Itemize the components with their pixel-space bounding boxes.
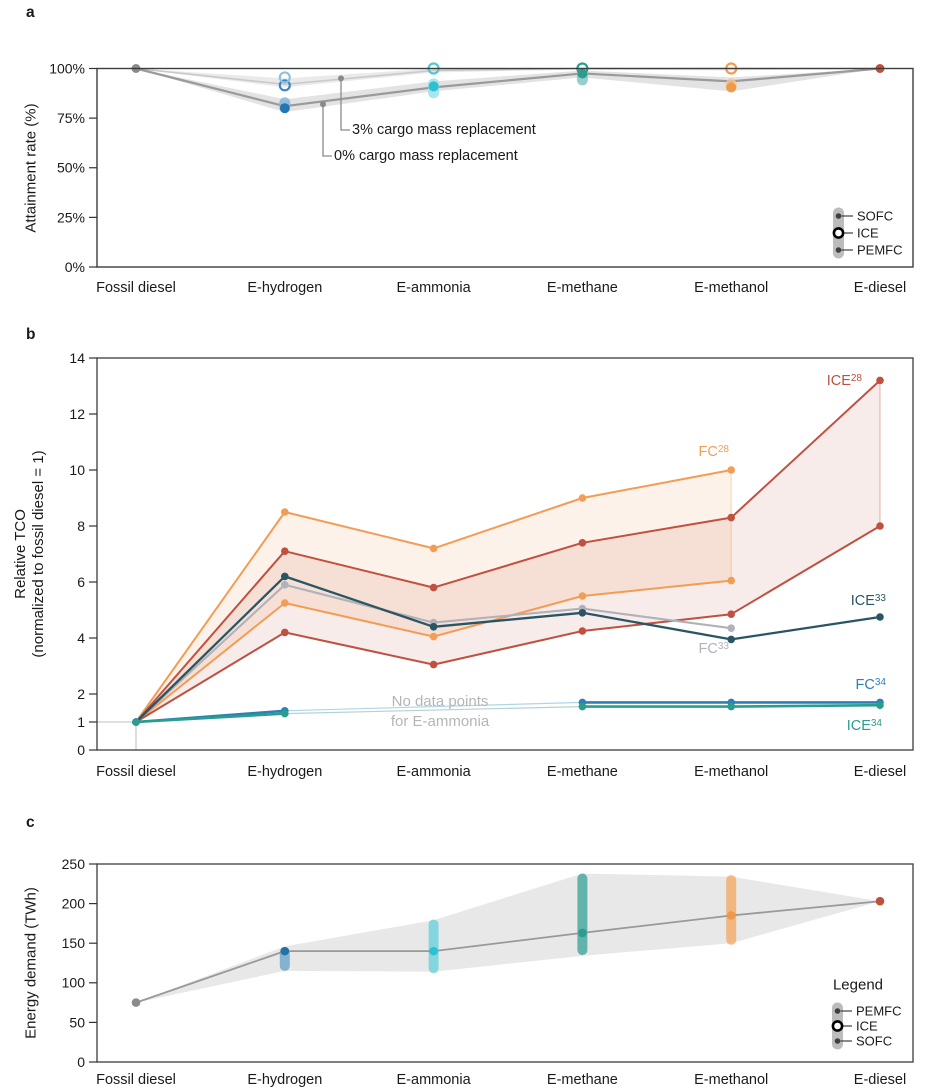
panel-c-data-point: [876, 897, 885, 906]
panel-b-y-tick-label: 6: [77, 573, 85, 590]
panel-a-y-tick-label: 50%: [56, 159, 85, 176]
panel-b-series-ice33-point: [876, 613, 884, 621]
panel-b-y-axis-title: [12, 450, 48, 657]
panel-b-series-ice33-point: [281, 573, 289, 581]
panel-b-y-axis-title-line1: Relative TCO: [12, 509, 29, 599]
panel-b-series-ice34-line: [136, 714, 285, 722]
legend-pemfc-dot-icon: [835, 1008, 841, 1014]
panel-b-y-tick-label: 8: [77, 517, 85, 534]
panel-b-series-ice34-point: [727, 703, 735, 711]
panel-b-series-fc28-lower-point: [579, 592, 587, 600]
panel-a-y-tick-label: 100%: [49, 60, 85, 77]
panel-c-envelope-band: [136, 874, 880, 1003]
panel-c-y-tick-label: 150: [61, 935, 85, 952]
panel-c-y-tick-label: 50: [69, 1014, 85, 1031]
panel-c-data-point: [281, 947, 290, 956]
series-label-ice28-base: ICE: [826, 373, 851, 389]
series-label-fc34-base: FC: [855, 677, 875, 693]
panel-c-y-tick-label: 100: [61, 974, 85, 991]
panel-c-y-tick-label: 250: [61, 855, 85, 872]
panel-b-series-fc33-point: [727, 624, 735, 632]
panel-c-y-tick-label: 0: [77, 1053, 85, 1070]
panel-c-x-category-label: E-hydrogen: [247, 1072, 323, 1089]
series-label-fc28-sup: 28: [717, 444, 729, 455]
panel-a-scatter-dot: [429, 81, 439, 91]
panel-b-series-fc28-upper-point: [281, 508, 289, 516]
panel-b-series-fc33-point: [281, 581, 289, 589]
annotation-0pct-cargo: 0% cargo mass replacement: [334, 148, 518, 164]
panel-c-plot: [132, 874, 902, 1050]
legend-ice-ring-icon: [834, 228, 843, 237]
series-label-ice33-base: ICE: [850, 593, 875, 609]
panel-c-range-bar: [429, 919, 439, 973]
panel-a-x-category-label: E-ammonia: [396, 280, 471, 297]
panel-c-data-point: [578, 929, 587, 938]
panel-b-series-ice28-lower-point: [876, 522, 884, 530]
panel-b-x-category-label: E-methane: [546, 764, 618, 781]
panel-b-series-fc28-upper-point: [727, 466, 735, 474]
panel-c-x-category-label: Fossil diesel: [96, 1072, 176, 1089]
annotation-0pct-leader-line: [323, 104, 332, 156]
legend-sofc-dot-icon: [836, 213, 842, 219]
panel-c-x-category-label: E-ammonia: [396, 1072, 471, 1089]
panel-b-series-ice28-upper-point: [579, 539, 587, 547]
panel-a: [49, 60, 913, 296]
legend-sofc-dot-icon: [835, 1038, 841, 1044]
panel-b-x-category-label: E-methanol: [694, 764, 769, 781]
panel-b-series-ice28-lower-point: [281, 629, 289, 637]
panel-b-y-tick-label: 10: [69, 461, 85, 478]
legend-ice-ring-icon: [833, 1021, 842, 1030]
panel-b-series-ice34-point: [876, 701, 884, 709]
series-label-ice34-sup: 34: [870, 718, 882, 729]
panel-b-letter: b: [26, 326, 36, 343]
panel-b-x-category-label: E-ammonia: [396, 764, 471, 781]
panel-a-x-category-label: E-methanol: [694, 280, 769, 297]
panel-b-x-category-label: E-hydrogen: [247, 764, 323, 781]
series-label-fc28-base: FC: [698, 444, 718, 460]
panel-b-y-tick-label: 2: [77, 685, 85, 702]
panel-b-y-tick-label: 1: [77, 713, 85, 730]
panel-b-series-ice28-upper-point: [876, 377, 884, 385]
panel-b-series-fc28-upper-point: [430, 545, 438, 553]
panel-a-x-category-label: E-hydrogen: [247, 280, 323, 297]
panel-b-series-ice28-lower-point: [430, 661, 438, 669]
panel-c-legend-title: Legend: [832, 976, 884, 994]
series-label-fc34: [856, 677, 886, 693]
legend-item-label: SOFC: [856, 1033, 893, 1049]
panel-a-y-tick-label: 75%: [56, 110, 85, 127]
panel-b-y-tick-label: 0: [77, 741, 85, 758]
series-label-ice34-base: ICE: [846, 718, 871, 734]
series-label-ice33: [851, 593, 886, 609]
no-data-annotation-line1: No data points: [391, 693, 489, 710]
series-label-ice28-sup: 28: [850, 373, 862, 384]
panel-c-y-axis-title: Energy demand (TWh): [22, 887, 40, 1039]
series-label-fc33-sup: 33: [717, 641, 729, 652]
panel-c-x-category-label: E-diesel: [853, 1072, 907, 1089]
legend-item-label: ICE: [857, 225, 879, 241]
legend-pemfc-dot-icon: [836, 247, 842, 253]
series-label-fc28: [699, 444, 729, 460]
panel-b-series-ice28-upper-point: [430, 584, 438, 592]
panel-b-series-ice28-upper-point: [281, 547, 289, 555]
panel-c-data-point: [429, 947, 438, 956]
series-label-ice33-sup: 33: [874, 593, 886, 604]
series-label-ice34: [847, 718, 882, 734]
panel-a-x-category-label: Fossil diesel: [96, 280, 176, 297]
legend-item-label: SOFC: [857, 208, 894, 224]
panel-a-band-0: [136, 69, 880, 113]
panel-a-scatter-dot: [280, 103, 290, 113]
panel-c-x-category-label: E-methanol: [694, 1072, 769, 1089]
series-label-fc34-sup: 34: [874, 677, 886, 688]
series-label-fc33-base: FC: [698, 641, 718, 657]
annotation-3pct-cargo: 3% cargo mass replacement: [352, 122, 536, 138]
legend-item-label: ICE: [856, 1018, 878, 1034]
panel-b-series-ice33-point: [430, 623, 438, 631]
no-data-annotation: [391, 692, 489, 732]
panel-b-plot: [97, 377, 884, 750]
panel-a-y-axis-title: Attainment rate (%): [22, 103, 40, 233]
panel-b-series-ice33-point: [579, 609, 587, 617]
panel-b-series-ice34-point: [579, 703, 587, 711]
panel-a-x-category-label: E-diesel: [853, 280, 907, 297]
panel-b-x-category-label: E-diesel: [853, 764, 907, 781]
panel-b-y-tick-label: 12: [69, 405, 85, 422]
panel-b-series-fc28-lower-point: [430, 633, 438, 641]
panel-b-y-axis-title-line2: (normalized to fossil diesel = 1): [30, 450, 47, 658]
panel-b-series-fc28-upper-point: [579, 494, 587, 502]
panel-b-y-tick-label: 4: [77, 629, 85, 646]
panel-c-x-category-label: E-methane: [546, 1072, 618, 1089]
annotation-3pct-marker-dot: [338, 75, 344, 81]
panel-b-series-fc28-lower-point: [727, 577, 735, 585]
panel-a-letter: a: [26, 4, 35, 21]
series-label-ice28: [827, 373, 862, 389]
panel-c-y-tick-label: 200: [61, 895, 85, 912]
panel-a-x-category-label: E-methane: [546, 280, 618, 297]
panel-b-series-ice34-point: [132, 718, 140, 726]
panel-c-letter: c: [26, 814, 35, 831]
no-data-annotation-line2: for E-ammonia: [390, 713, 490, 730]
panel-b-x-category-label: Fossil diesel: [96, 764, 176, 781]
series-label-fc33: [699, 641, 729, 657]
panel-a-scatter-dot: [726, 82, 736, 92]
panel-b-series-ice28-lower-point: [579, 627, 587, 635]
panel-b-series-fc28-lower-point: [281, 599, 289, 607]
legend-item-label: PEMFC: [857, 242, 903, 258]
panel-c-data-point: [727, 911, 736, 920]
annotation-0pct-marker-dot: [320, 101, 326, 107]
panel-a-frame: [97, 69, 913, 268]
panel-a-y-tick-label: 25%: [56, 209, 85, 226]
annotation-3pct-leader-line: [341, 78, 350, 130]
panel-c-range-bar: [726, 875, 736, 945]
panel-b-series-ice34-point: [281, 710, 289, 718]
panel-b-series-ice28-lower-point: [727, 610, 735, 618]
panel-a-y-tick-label: 0%: [64, 258, 85, 275]
panel-c-range-bar: [577, 874, 587, 956]
panel-b-series-ice28-upper-point: [727, 514, 735, 522]
panel-b-y-tick-label: 14: [69, 349, 85, 366]
legend-item-label: PEMFC: [856, 1003, 902, 1019]
panel-c-data-point: [132, 998, 141, 1007]
